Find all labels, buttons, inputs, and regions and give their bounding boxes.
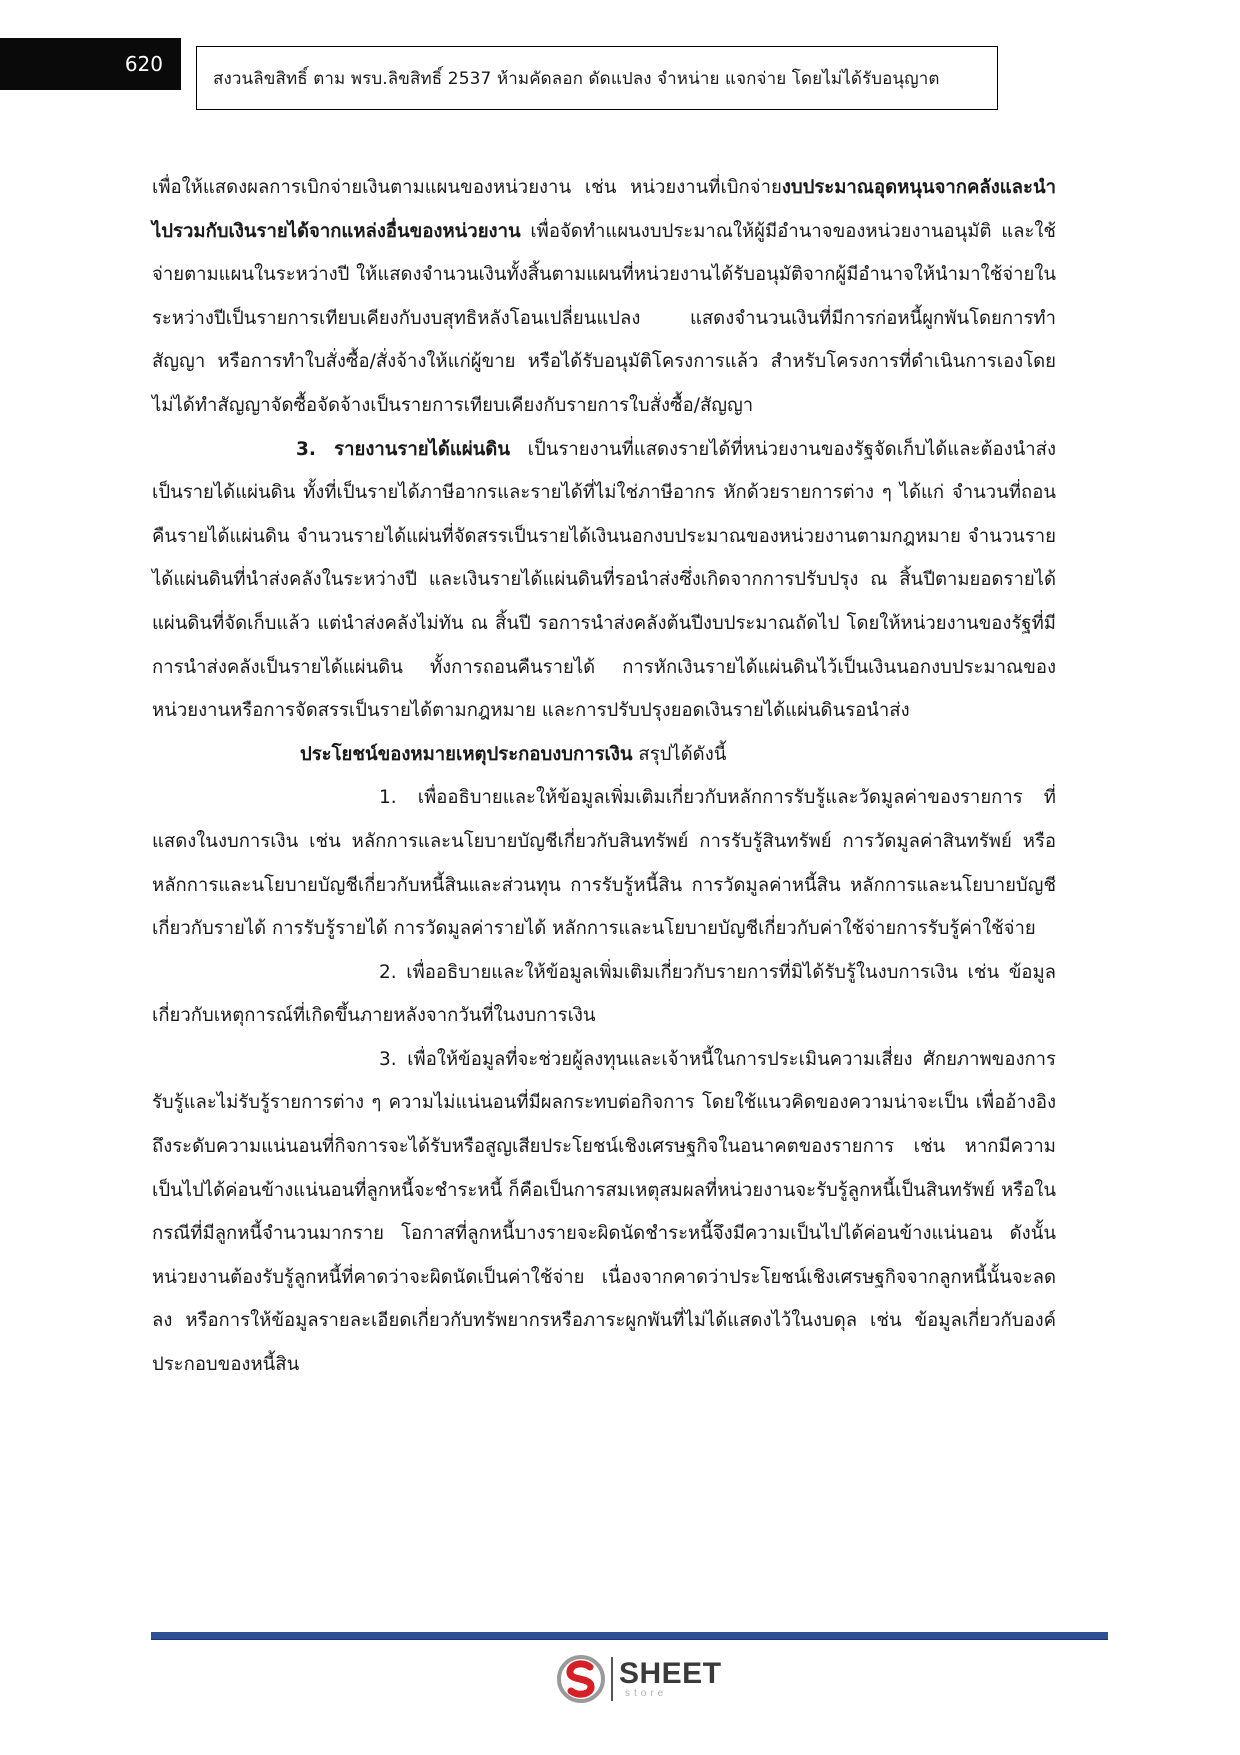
page-number-box: [0, 38, 181, 90]
logo-text: [619, 1659, 722, 1699]
page-body: [152, 166, 1056, 1387]
page-number: 620: [124, 52, 163, 76]
benefit-item-2: 2. เพื่ออธิบายและให้ข้อมูลเพิ่มเติมเกี่ยวกับรายการที่มิได้รับรู้ในงบการเงิน เช่น ข้อมูลเกี่ยวกับเหตุการณ์ที่เกิดขึ้นภายหลังจากวันที่ในงบการเงิน: [152, 961, 1056, 1027]
paragraph-bold-text: งบประมาณอุดหนุนจากคลังและนำไปรวมกับเงินรายได้จากแหล่งอื่นของหน่วยงาน: [152, 177, 1056, 242]
paragraph-text: เป็นรายงานที่แสดงรายได้ที่หน่วยงานของรัฐจัดเก็บได้และต้องนำส่งเป็นรายได้แผ่นดิน ทั้งที่เป็นรายได้ภาษีอากรและรายได้ที่ไม่ใช่ภาษีอากร หักด้วยรายการต่าง ๆ ได้แก่ จำนวนที่ถอนคืนรายได้แผ่นดิน จำนวนรายได้แผ่นที่จัดสรรเป็นรายได้เงินนอกงบประมาณของหน่วยงานตามกฎหมาย จำนวนรายได้แผ่นดินที่นำส่งคลังในระหว่างปี และเงินรายได้แผ่นดินที่รอนำส่งซึ่งเกิดจากการปรับปรุง ณ สิ้นปีตามยอดรายได้แผ่นดินที่จัดเก็บแล้ว แต่นำส่งคลังไม่ทัน ณ สิ้นปี รอการนำส่งคลังต้นปีงบประมาณถัดไป โดยให้หน่วยงานของรัฐที่มีการนำส่งคลังเป็นรายได้แผ่นดิน ทั้งการถอนคืนรายได้ การหักเงินรายได้แผ่นดินไว้เป็นเงินนอกงบประมาณของหน่วยงานหรือการจัดสรรเป็นรายได้ตามกฎหมาย และการปรับปรุงยอดเงินรายได้แผ่นดินรอนำส่ง: [152, 438, 1056, 722]
benefits-heading: [152, 733, 1056, 777]
sheet-store-s-icon: [557, 1655, 605, 1703]
benefits-heading-bold: ประโยชน์ของหมายเหตุประกอบงบการเงิน: [300, 743, 633, 765]
copyright-notice: สงวนลิขสิทธิ์ ตาม พรบ.ลิขสิทธิ์ 2537 ห้ามคัดลอก ดัดแปลง จำหน่าย แจกจ่าย โดยไม่ได้รับอนุญาต: [213, 68, 940, 89]
benefit-item-1: 1. เพื่ออธิบายและให้ข้อมูลเพิ่มเติมเกี่ยวกับหลักการรับรู้และวัดมูลค่าของรายการ ที่แสดงในงบการเงิน เช่น หลักการและนโยบายบัญชีเกี่ยวกับสินทรัพย์ การรับรู้สินทรัพย์ การวัดมูลค่าสินทรัพย์ หรือหลักการและนโยบายบัญชีเกี่ยวกับหนี้สินและส่วนทุน การรับรู้หนี้สิน การวัดมูลค่าหนี้สิน หลักการและนโยบายบัญชีเกี่ยวกับรายได้ การรับรู้รายได้ การวัดมูลค่ารายได้ หลักการและนโยบายบัญชีเกี่ยวกับค่าใช้จ่ายการรับรู้ค่าใช้จ่าย: [152, 787, 1056, 940]
sheet-store-logo: [557, 1654, 722, 1704]
paragraph-text: เพื่อจัดทำแผนงบประมาณให้ผู้มีอำนาจของหน่วยงานอนุมัติ และใช้จ่ายตามแผนในระหว่างปี ให้แสดงจำนวนเงินทั้งสิ้นตามแผนที่หน่วยงานได้รับอนุมัติจากผู้มีอำนาจให้นำมาใช้จ่ายในระหว่างปีเป็นรายการเทียบเคียงกับงบสุทธิหลังโอนเปลี่ยนแปลง แสดงจำนวนเงินที่มีการก่อหนี้ผูกพันโดยการทำสัญญา หรือการทำใบสั่งซื้อ/สั่งจ้างให้แก่ผู้ขาย หรือได้รับอนุมัติโครงการแล้ว สำหรับโครงการที่ดำเนินการเองโดยไม่ได้ทำสัญญาจัดซื้อจัดจ้างเป็นรายการเทียบเคียงกับรายการใบสั่งซื้อ/สัญญา: [152, 220, 1056, 416]
logo-main-text: SHEET: [619, 1657, 722, 1690]
benefits-heading-text: สรุปได้ดังนี้: [632, 743, 727, 765]
benefit-item-3: 3. เพื่อให้ข้อมูลที่จะช่วยผู้ลงทุนและเจ้าหนี้ในการประเมินความเสี่ยง ศักยภาพของการรับรู้และไม่รับรู้รายการต่าง ๆ ความไม่แน่นอนที่มีผลกระทบต่อกิจการ โดยใช้แนวคิดของความน่าจะเป็น เพื่ออ้างอิงถึงระดับความแน่นอนที่กิจการจะได้รับหรือสูญเสียประโยชน์เชิงเศรษฐกิจในอนาคตของรายการ เช่น หากมีความเป็นไปได้ค่อนข้างแน่นอนที่ลูกหนี้จะชำระหนี้ ก็คือเป็นการสมเหตุสมผลที่หน่วยงานจะรับรู้ลูกหนี้เป็นสินทรัพย์ หรือในกรณีที่มีลูกหนี้จำนวนมากราย โอกาสที่ลูกหนี้บางรายจะผิดนัดชำระหนี้จึงมีความเป็นไปได้ค่อนข้างแน่นอน ดังนั้น หน่วยงานต้องรับรู้ลูกหนี้ที่คาดว่าจะผิดนัดเป็นค่าใช้จ่าย เนื่องจากคาดว่าประโยชน์เชิงเศรษฐกิจจากลูกหนี้นั้นจะลดลง หรือการให้ข้อมูลรายละเอียดเกี่ยวกับทรัพยากรหรือภาระผูกพันที่ไม่ได้แสดงไว้ในงบดุล เช่น ข้อมูลเกี่ยวกับองค์ประกอบของหนี้สิน: [152, 1048, 1056, 1376]
logo-sub-text: store: [625, 1688, 668, 1699]
paragraph-text: เพื่อให้แสดงผลการเบิกจ่ายเงินตามแผนของหน่วยงาน เช่น หน่วยงานที่เบิกจ่าย: [152, 177, 782, 198]
copyright-header: [196, 46, 998, 110]
logo-divider: [611, 1657, 613, 1701]
section-heading-revenue-report: 3. รายงานรายได้แผ่นดิน: [296, 438, 510, 460]
footer-rule: [151, 1632, 1108, 1640]
paragraph-budget-report: [152, 166, 1056, 428]
paragraph-revenue-report: [152, 428, 1056, 733]
